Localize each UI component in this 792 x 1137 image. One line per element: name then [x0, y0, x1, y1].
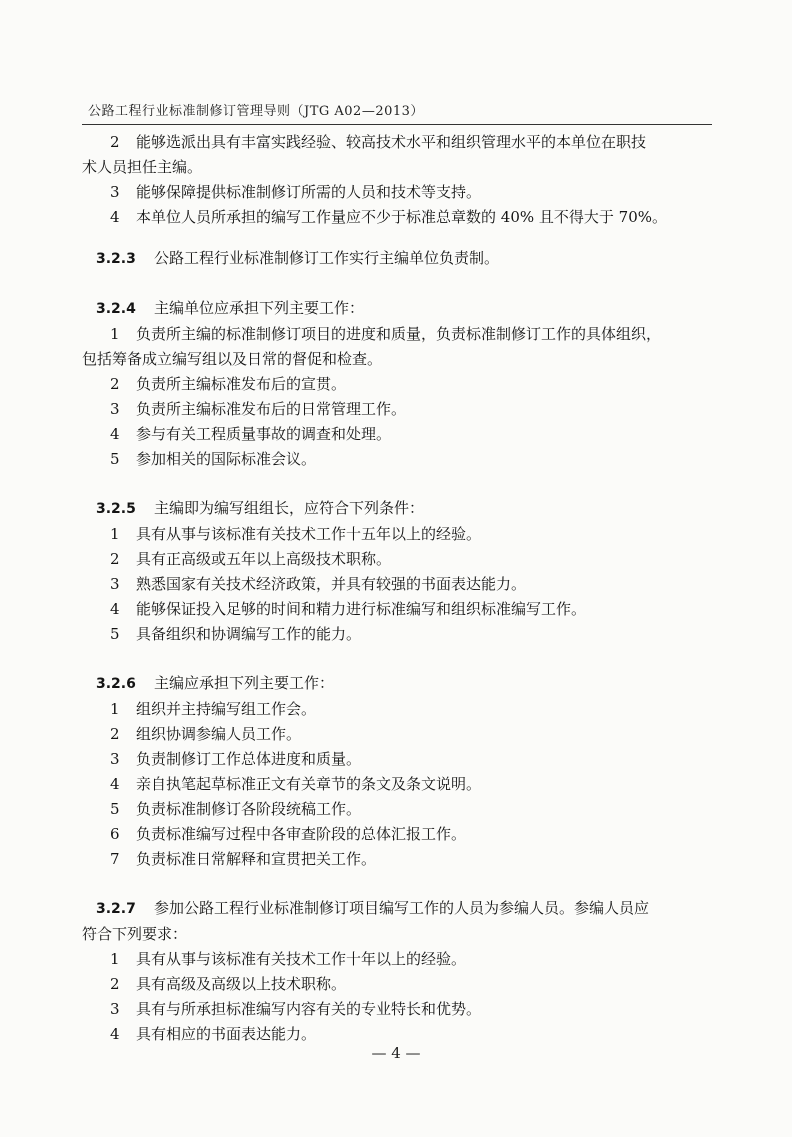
page-number: — 4 —	[371, 1044, 421, 1062]
list-item: 2 具有正高级或五年以上高级技术职称。	[110, 550, 392, 568]
list-item: 3 能够保障提供标准制修订所需的人员和技术等支持。	[110, 183, 482, 201]
clause-3-2-3: 3.2.3 公路工程行业标准制修订工作实行主编单位负责制。	[96, 249, 500, 267]
list-item: 4 参与有关工程质量事故的调查和处理。	[110, 425, 392, 443]
list-item: 3 具有与所承担标准编写内容有关的专业特长和优势。	[110, 1000, 482, 1018]
page-body	[82, 130, 722, 1047]
list-item: 5 具备组织和协调编写工作的能力。	[110, 625, 362, 643]
header-rule	[82, 124, 712, 125]
clause-3-2-6: 3.2.6 主编应承担下列主要工作：	[96, 674, 335, 692]
list-item-continuation: 术人员担任主编。	[82, 158, 203, 176]
list-item: 3 负责制修订工作总体进度和质量。	[110, 750, 362, 768]
list-item: 4 具有相应的书面表达能力。	[110, 1025, 317, 1043]
list-item: 4 亲自执笔起草标准正文有关章节的条文及条文说明。	[110, 775, 482, 793]
list-item: 2 组织协调参编人员工作。	[110, 725, 302, 743]
list-item: 1 具有从事与该标准有关技术工作十五年以上的经验。	[110, 525, 482, 543]
list-item: 4 本单位人员所承担的编写工作量应不少于标准总章数的 40% 且不得大于 70%。	[110, 208, 667, 226]
clause-3-2-7: 3.2.7 参加公路工程行业标准制修订项目编写工作的人员为参编人员。参编人员应	[96, 899, 650, 917]
list-item: 1 具有从事与该标准有关技术工作十年以上的经验。	[110, 950, 467, 968]
list-item: 2 负责所主编标准发布后的宣贯。	[110, 375, 347, 393]
list-item: 1 负责所主编的标准制修订项目的进度和质量，负责标准制修订工作的具体组织，	[110, 325, 662, 343]
list-item: 6 负责标准编写过程中各审查阶段的总体汇报工作。	[110, 825, 467, 843]
list-item: 1 组织并主持编写组工作会。	[110, 700, 317, 718]
running-header: 公路工程行业标准制修订管理导则（JTG A02—2013）	[88, 104, 424, 119]
list-item: 4 能够保证投入足够的时间和精力进行标准编写和组织标准编写工作。	[110, 600, 587, 618]
list-item: 5 参加相关的国际标准会议。	[110, 450, 317, 468]
list-item: 5 负责标准制修订各阶段统稿工作。	[110, 800, 362, 818]
clause-3-2-5: 3.2.5 主编即为编写组组长，应符合下列条件：	[96, 499, 425, 517]
list-item: 2 具有高级及高级以上技术职称。	[110, 975, 347, 993]
list-item: 3 负责所主编标准发布后的日常管理工作。	[110, 400, 407, 418]
list-item-continuation: 包括筹备成立编写组以及日常的督促和检查。	[82, 350, 383, 368]
clause-continuation: 符合下列要求：	[82, 925, 188, 943]
list-item: 7 负责标准日常解释和宣贯把关工作。	[110, 850, 377, 868]
clause-3-2-4: 3.2.4 主编单位应承担下列主要工作：	[96, 299, 365, 317]
list-item: 2 能够选派出具有丰富实践经验、较高技术水平和组织管理水平的本单位在职技	[110, 133, 647, 151]
list-item: 3 熟悉国家有关技术经济政策，并具有较强的书面表达能力。	[110, 575, 527, 593]
